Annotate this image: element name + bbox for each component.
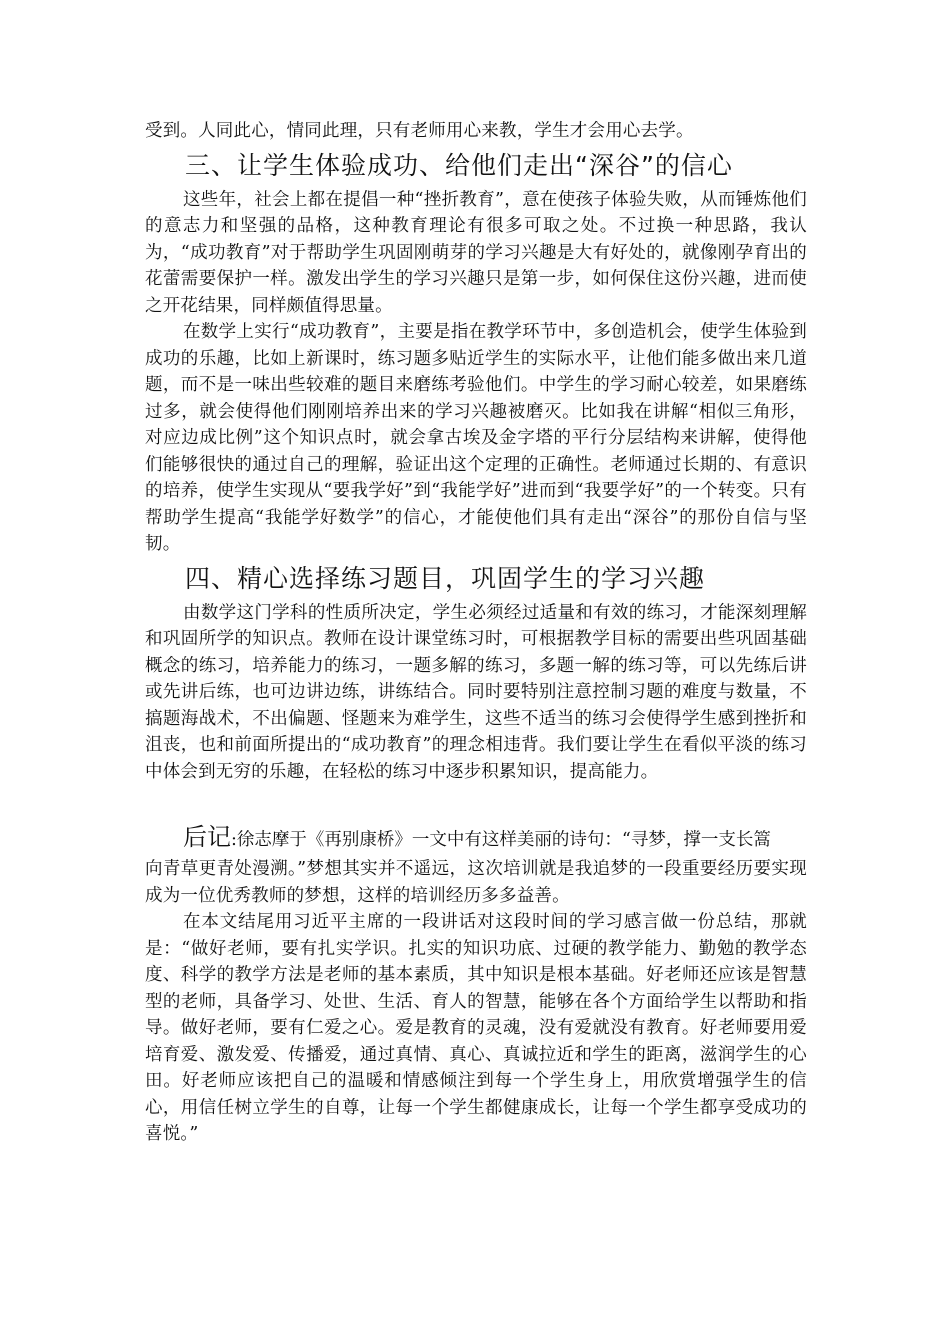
postscript-label: 后记 [183, 823, 231, 851]
postscript-first-paragraph-rest: 向青草更青处漫溯。”梦想其实并不遥远，这次培训就是我追梦的一段重要经历要实现成为一位优秀教师的梦想，这样的培训经历多多益善。 [145, 859, 807, 906]
postscript-paragraph-2: 在本文结尾用习近平主席的一段讲话对这段时间的学习感言做一份总结，那就是：“做好老师，要有扎实学识。扎实的知识功底、过硬的教学能力、勤勉的教学态度、科学的教学方法是老师的基本素质，其中知识是根本基础。好老师还应该是智慧型的老师，具备学习、处世、生活、育人的智慧，能够在各个方面给学生以帮助和指导。做好老师，要有仁爱之心。爱是教育的灵魂，没有爱就没有教育。好老师要用爱培育爱、激发爱、传播爱，通过真情、真心、真诚拉近和学生的距离，滋润学生的心田。好老师应该把自己的温暖和情感倾注到每一个学生身上，用欣赏增强学生的信心，用信任树立学生的自尊，让每一个学生都健康成长，让每一个学生都享受成功的喜悦。” [145, 912, 807, 1144]
section-3-heading: 三、让学生体验成功、给他们走出“深谷”的信心 [185, 150, 733, 180]
postscript-first-line-text: :徐志摩于《再别康桥》一文中有这样美丽的诗句：“寻梦，撑一支长篙 [231, 830, 771, 850]
section-4-paragraph-1: 由数学这门学科的性质所决定，学生必须经过适量和有效的练习，才能深刻理解和巩固所学的知识点。教师在设计课堂练习时，可根据教学目标的需要出些巩固基础概念的练习，培养能力的练习，一题多解的练习，多题一解的练习等，可以先练后讲或先讲后练，也可边讲边练，讲练结合。同时要特别注意控制习题的难度与数量，不搞题海战术，不出偏题、怪题来为难学生，这些不适当的练习会使得学生感到挫折和沮丧，也和前面所提出的“成功教育”的理念相违背。我们要让学生在看似平淡的练习中体会到无穷的乐趣，在轻松的练习中逐步积累知识，提高能力。 [145, 602, 807, 782]
section-3-paragraph-2: 在数学上实行“成功教育”，主要是指在教学环节中，多创造机会，使学生体验到成功的乐趣，比如上新课时，练习题多贴近学生的实际水平，让他们能多做出来几道题，而不是一味出些较难的题目来磨练考验他们。中学生的学习耐心较差，如果磨练过多，就会使得他们刚刚培养出来的学习兴趣被磨灭。比如我在讲解“相似三角形，对应边成比例”这个知识点时，就会拿古埃及金字塔的平行分层结构来讲解，使得他们能够很快的通过自己的理解，验证出这个定理的正确性。老师通过长期的、有意识的培养，使学生实现从“要我学好”到“我能学好”进而到“我要学好”的一个转变。只有帮助学生提高“我能学好数学”的信心，才能使他们具有走出“深谷”的那份自信与坚韧。 [145, 322, 807, 554]
section-spacer [145, 785, 807, 821]
postscript-first-line [145, 821, 807, 856]
section-4-heading: 四、精心选择练习题目，巩固学生的学习兴趣 [185, 563, 706, 593]
section-3-paragraph-1: 这些年，社会上都在提倡一种“挫折教育”，意在使孩子体验失败，从而锤炼他们的意志力和坚强的品格，这种教育理论有很多可取之处。不过换一种思路，我认为，“成功教育”对于帮助学生巩固刚萌芽的学习兴趣是大有好处的，就像刚孕育出的花蕾需要保护一样。激发出学生的学习兴趣只是第一步，如何保住这份兴趣，进而使之开花结果，同样颇值得思量。 [145, 189, 807, 316]
document-page [145, 118, 807, 1148]
intro-tail-paragraph: 受到。人同此心，情同此理，只有老师用心来教，学生才会用心去学。 [145, 121, 694, 141]
